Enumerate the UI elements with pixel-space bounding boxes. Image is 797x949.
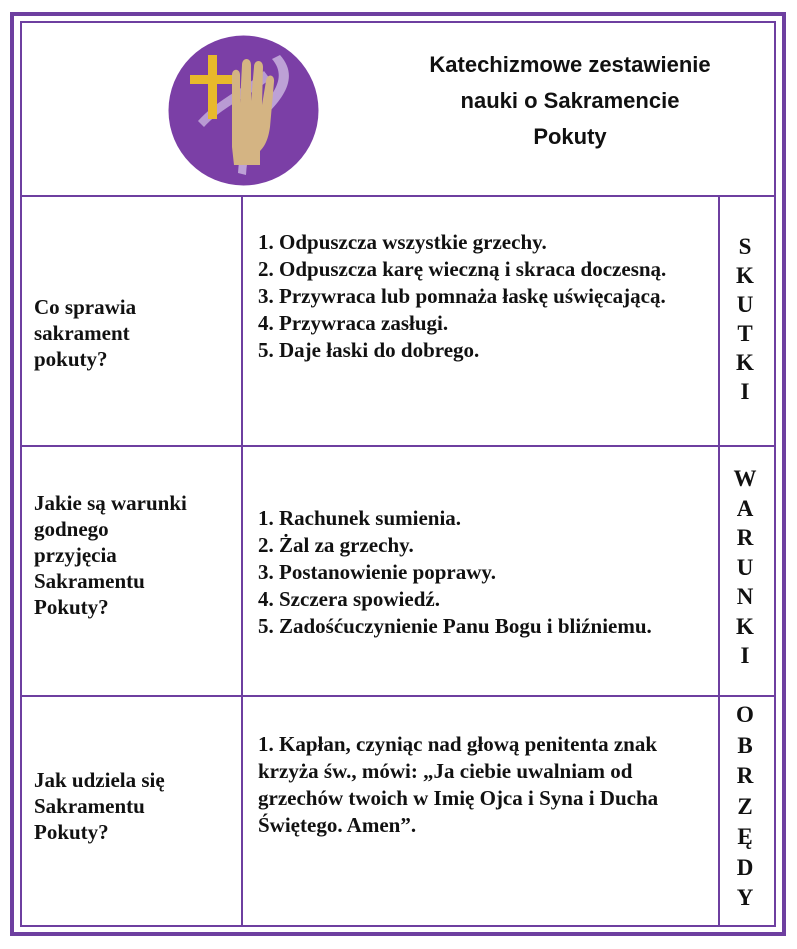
vertical-letter: U (736, 554, 754, 580)
title-line: Katechizmowe zestawienie (429, 52, 711, 77)
question-administration: Jak udziela się Sakramentu Pokuty? (34, 768, 165, 844)
logo-icon (168, 35, 319, 186)
vertical-letter: K (736, 263, 754, 288)
vertical-label-administration (720, 700, 770, 914)
vertical-letter: I (740, 379, 750, 404)
vertical-letter: R (736, 763, 754, 788)
answer-item: 1. Kapłan, czyniąc nad głową penitenta znak krzyża św., mówi: „Ja ciebie uwalniam od grzechów twoich w Imię Ojca i Syna i Ducha Świętego. Amen”. (258, 732, 659, 837)
vertical-letter: K (736, 350, 754, 375)
answer-item: 3. Przywraca lub pomnaża łaskę uświęcającą. (258, 284, 666, 308)
row-divider (20, 695, 776, 697)
title-line: Pokuty (533, 124, 607, 149)
vertical-letter: N (736, 584, 754, 609)
vertical-letter: Ę (737, 824, 753, 849)
page-title (385, 47, 755, 155)
vertical-letter: S (738, 234, 752, 259)
answer-item: 1. Rachunek sumienia. (258, 506, 462, 530)
vertical-letter: R (736, 525, 754, 550)
answer-item: 5. Daje łaski do dobrego. (258, 338, 480, 362)
row-divider (20, 195, 776, 197)
vertical-letter: A (736, 495, 754, 521)
vertical-label-conditions (720, 464, 770, 671)
answer-item: 4. Przywraca zasługi. (258, 311, 449, 335)
question-effects: Co sprawia sakrament pokuty? (34, 295, 137, 371)
vertical-letter: O (736, 702, 754, 727)
answer-item: 2. Odpuszcza karę wieczną i skraca doczesną. (258, 257, 667, 281)
answers-administration (258, 731, 698, 839)
vertical-letter: W (733, 466, 757, 491)
vertical-letter: I (740, 643, 750, 668)
answers-conditions (258, 505, 698, 640)
row-divider (20, 445, 776, 447)
title-line: nauki o Sakramencie (460, 88, 680, 113)
column-divider (241, 196, 243, 926)
vertical-letter: D (736, 854, 754, 880)
vertical-letter: K (736, 613, 754, 639)
answer-item: 4. Szczera spowiedź. (258, 587, 440, 611)
vertical-letter: Y (736, 885, 754, 910)
answer-item: 3. Postanowienie poprawy. (258, 560, 497, 584)
answers-effects (258, 229, 713, 364)
vertical-label-effects (720, 232, 770, 406)
vertical-letter: U (736, 292, 754, 317)
answer-item: 1. Odpuszcza wszystkie grzechy. (258, 230, 547, 254)
answer-item: 5. Zadośćuczynienie Panu Bogu i bliźniemu. (258, 614, 652, 638)
vertical-letter: T (737, 321, 753, 346)
answer-item: 2. Żal za grzechy. (258, 533, 414, 557)
vertical-letter: B (737, 732, 753, 758)
question-conditions: Jakie są warunki godnego przyjęcia Sakramentu Pokuty? (34, 491, 187, 619)
vertical-letter: Z (737, 793, 753, 819)
